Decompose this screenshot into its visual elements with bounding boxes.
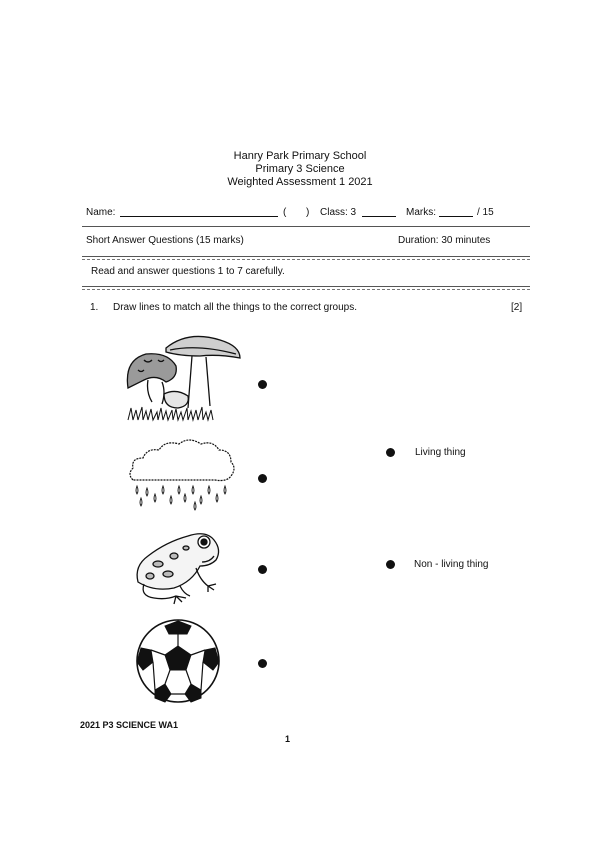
marks-label: Marks:: [406, 207, 436, 218]
match-dot-living[interactable]: [386, 448, 395, 457]
assessment-title: Weighted Assessment 1 2021: [227, 176, 373, 188]
divider-bottom: [82, 286, 530, 287]
duration-label: Duration: 30 minutes: [398, 235, 491, 246]
marks-total: / 15: [477, 207, 494, 218]
index-paren-open: (: [283, 207, 287, 218]
school-name: Hanry Park Primary School: [233, 150, 367, 162]
class-blank[interactable]: [362, 207, 396, 217]
divider-top: [82, 226, 530, 227]
divider-bottom-dash: [82, 289, 530, 290]
index-paren-close: ): [306, 207, 310, 218]
class-label: Class: 3: [320, 207, 357, 218]
match-dot-frog[interactable]: [258, 565, 267, 574]
divider-middle-dash: [82, 259, 530, 260]
page-number: 1: [285, 734, 291, 744]
subject-title: Primary 3 Science: [255, 163, 345, 175]
match-dot-mushroom[interactable]: [258, 380, 267, 389]
frog-icon: [130, 526, 230, 606]
section-label: Short Answer Questions (15 marks): [86, 235, 244, 246]
rain-cloud-icon: [125, 434, 237, 514]
footer-code: 2021 P3 SCIENCE WA1: [80, 720, 179, 730]
group-label-living: Living thing: [415, 447, 466, 458]
name-blank[interactable]: [120, 207, 278, 217]
match-dot-non-living[interactable]: [386, 560, 395, 569]
question-number: 1.: [90, 302, 99, 313]
question-marks: [2]: [511, 302, 523, 313]
match-dot-rain[interactable]: [258, 474, 267, 483]
football-icon: [135, 618, 221, 704]
group-label-non-living: Non - living thing: [414, 559, 489, 570]
question-text: Draw lines to match all the things to the correct groups.: [113, 302, 358, 313]
match-dot-football[interactable]: [258, 659, 267, 668]
instruction-text: Read and answer questions 1 to 7 carefully.: [91, 266, 285, 277]
divider-middle: [82, 256, 530, 257]
name-label: Name:: [86, 207, 116, 218]
mushroom-icon: [118, 330, 243, 422]
marks-blank[interactable]: [439, 207, 473, 217]
